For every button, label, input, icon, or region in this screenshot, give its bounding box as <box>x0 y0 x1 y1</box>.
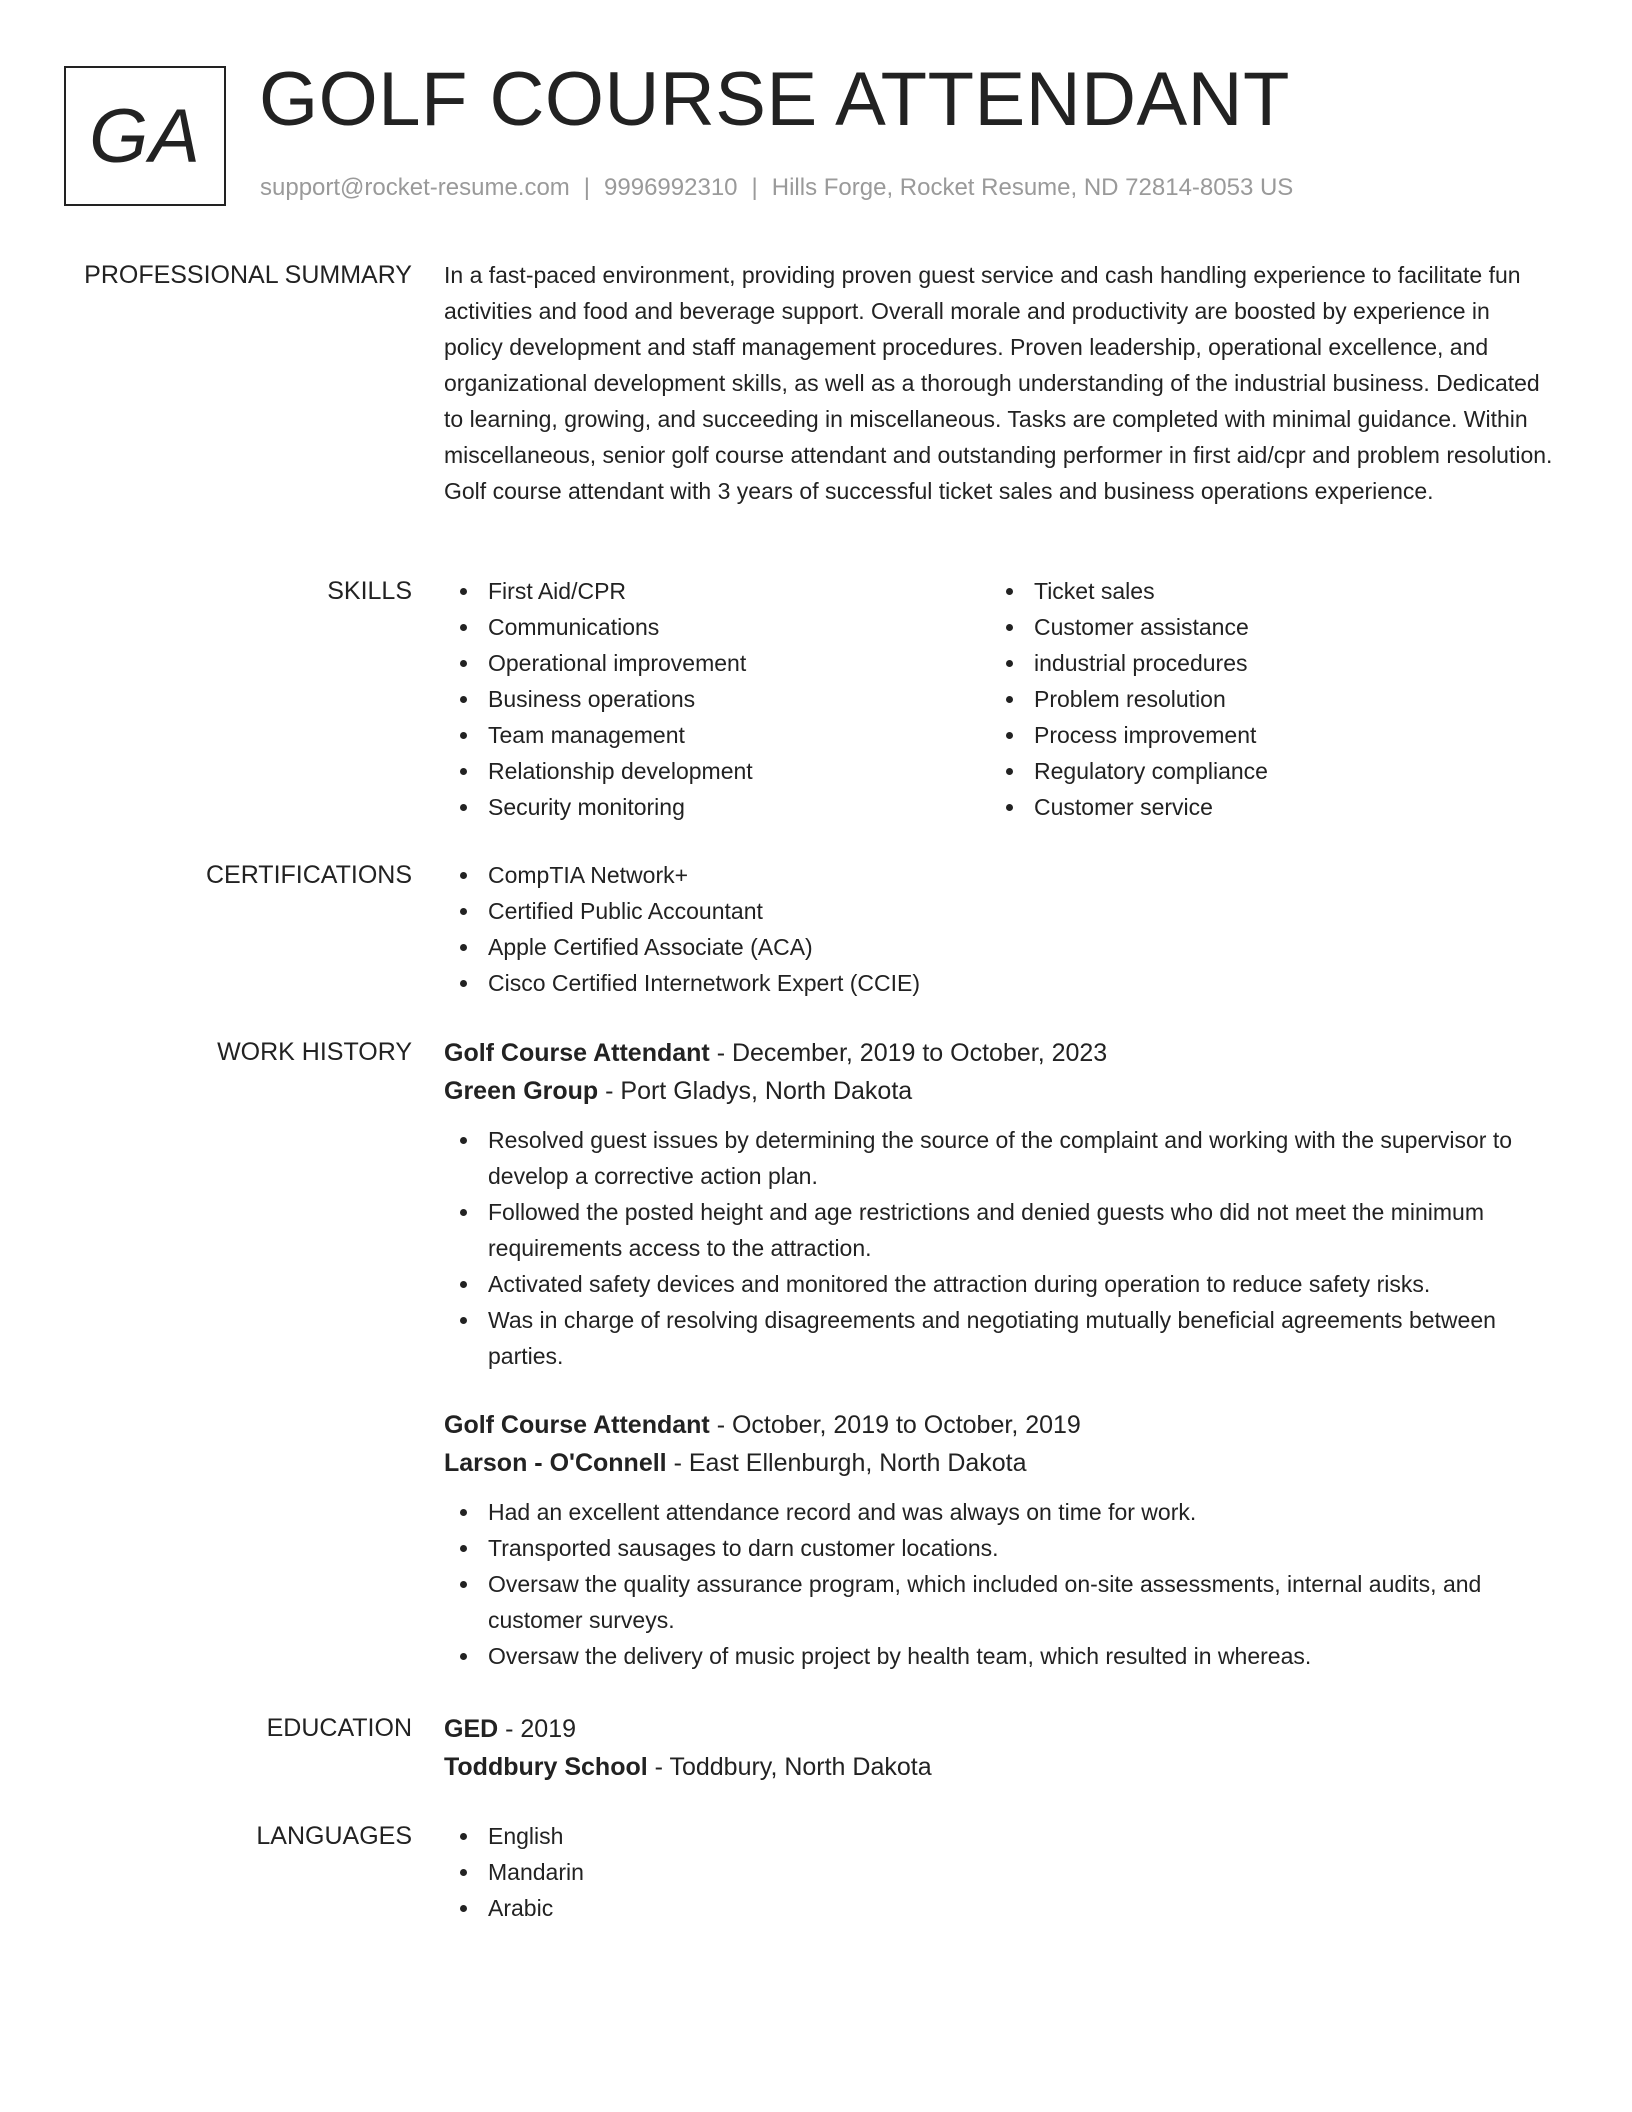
summary-text: In a fast-paced environment, providing proven guest service and cash handling experience to facilitate fun activities and food and beverage support. Overall morale and productivity are boosted by experience in policy development and staff management procedures. Proven leadership, operational excellence, and organizational development skills, as well as a thorough understanding of the industrial business. Dedicated to learning, growing, and succeeding in miscellaneous. Tasks are completed with minimal guidance. Within miscellaneous, senior golf course attendant and outstanding performer in first aid/cpr and problem resolution. Golf course attendant with 3 years of successful ticket sales and business operations experience. <box>444 262 1553 504</box>
skill-item: Customer service <box>990 789 1536 825</box>
skill-item: Customer assistance <box>990 609 1536 645</box>
skill-item: Regulatory compliance <box>990 753 1536 789</box>
contact-line <box>260 174 1293 202</box>
monogram-box: GA <box>64 66 226 206</box>
skill-item: Communications <box>444 609 990 645</box>
job-bullets <box>444 1122 1554 1374</box>
education-school-line <box>444 1748 1554 1786</box>
section-label-skills: SKILLS <box>327 577 412 605</box>
education-year: - 2019 <box>498 1715 577 1743</box>
job-company-line <box>444 1444 1554 1482</box>
section-label-languages: LANGUAGES <box>256 1822 412 1850</box>
job-title-line <box>444 1034 1554 1072</box>
job-bullet: Followed the posted height and age restrictions and denied guests who did not meet the minimum requirements access to the attraction. <box>444 1194 1554 1266</box>
job-bullet: Transported sausages to darn customer locations. <box>444 1530 1554 1566</box>
skill-item: Team management <box>444 717 990 753</box>
language-item: Mandarin <box>444 1854 1554 1890</box>
skill-item: Business operations <box>444 681 990 717</box>
job-bullet: Was in charge of resolving disagreements and negotiating mutually beneficial agreements between parties. <box>444 1302 1554 1374</box>
education-body <box>444 1710 1554 1786</box>
contact-separator: | <box>583 174 591 201</box>
section-label-education: EDUCATION <box>266 1714 412 1742</box>
skills-list-right <box>990 573 1536 825</box>
job-dates: - December, 2019 to October, 2023 <box>709 1039 1108 1067</box>
work-history-body <box>444 1034 1554 1674</box>
section-label-summary: PROFESSIONAL SUMMARY <box>84 261 412 289</box>
resume-title: GOLF COURSE ATTENDANT <box>259 57 1290 142</box>
skills-body <box>444 573 1554 825</box>
skill-item: Relationship development <box>444 753 990 789</box>
languages-body <box>444 1818 1554 1926</box>
certification-item: Cisco Certified Internetwork Expert (CCIE) <box>444 965 1554 1001</box>
section-label-certifications: CERTIFICATIONS <box>205 861 412 889</box>
job-company: Green Group <box>444 1077 599 1105</box>
certification-item: CompTIA Network+ <box>444 857 1554 893</box>
job-location: - Port Gladys, North Dakota <box>598 1077 913 1105</box>
skill-item: First Aid/CPR <box>444 573 990 609</box>
job-bullet: Oversaw the quality assurance program, which included on-site assessments, internal audits, and customer surveys. <box>444 1566 1554 1638</box>
contact-separator: | <box>751 174 758 201</box>
skill-item: Ticket sales <box>990 573 1536 609</box>
education-degree: GED <box>444 1715 499 1743</box>
skill-item: Problem resolution <box>990 681 1536 717</box>
certifications-list <box>444 857 1554 1001</box>
skill-item: Operational improvement <box>444 645 990 681</box>
contact-email: support@rocket-resume.com <box>260 174 570 201</box>
job-entry <box>444 1034 1554 1374</box>
job-bullet: Resolved guest issues by determining the source of the complaint and working with the supervisor to develop a corrective action plan. <box>444 1122 1554 1194</box>
job-title-line <box>444 1406 1554 1444</box>
skills-list-left <box>444 573 990 825</box>
contact-address: Hills Forge, Rocket Resume, ND 72814-8053 US <box>771 174 1294 201</box>
job-company: Larson - O'Connell <box>444 1449 667 1477</box>
job-dates: - October, 2019 to October, 2019 <box>709 1411 1081 1439</box>
language-item: Arabic <box>444 1890 1554 1926</box>
job-bullets <box>444 1494 1554 1674</box>
job-location: - East Ellenburgh, North Dakota <box>666 1449 1027 1477</box>
job-bullet: Had an excellent attendance record and was always on time for work. <box>444 1494 1554 1530</box>
certification-item: Apple Certified Associate (ACA) <box>444 929 1554 965</box>
skill-item: Process improvement <box>990 717 1536 753</box>
certification-item: Certified Public Accountant <box>444 893 1554 929</box>
education-location: - Toddbury, North Dakota <box>647 1753 932 1781</box>
summary-body <box>444 257 1554 509</box>
job-entry <box>444 1406 1554 1674</box>
education-school: Toddbury School <box>444 1753 648 1781</box>
skill-item: Security monitoring <box>444 789 990 825</box>
languages-list <box>444 1818 1554 1926</box>
language-item: English <box>444 1818 1554 1854</box>
job-bullet: Activated safety devices and monitored the attraction during operation to reduce safety risks. <box>444 1266 1554 1302</box>
job-title: Golf Course Attendant <box>444 1411 710 1439</box>
contact-phone: 9996992310 <box>604 174 738 201</box>
certifications-body <box>444 857 1554 1001</box>
job-company-line <box>444 1072 1554 1110</box>
section-label-work-history: WORK HISTORY <box>217 1038 412 1066</box>
skill-item: industrial procedures <box>990 645 1536 681</box>
education-degree-line <box>444 1710 1554 1748</box>
job-bullet: Oversaw the delivery of music project by health team, which resulted in whereas. <box>444 1638 1554 1674</box>
job-title: Golf Course Attendant <box>444 1039 710 1067</box>
